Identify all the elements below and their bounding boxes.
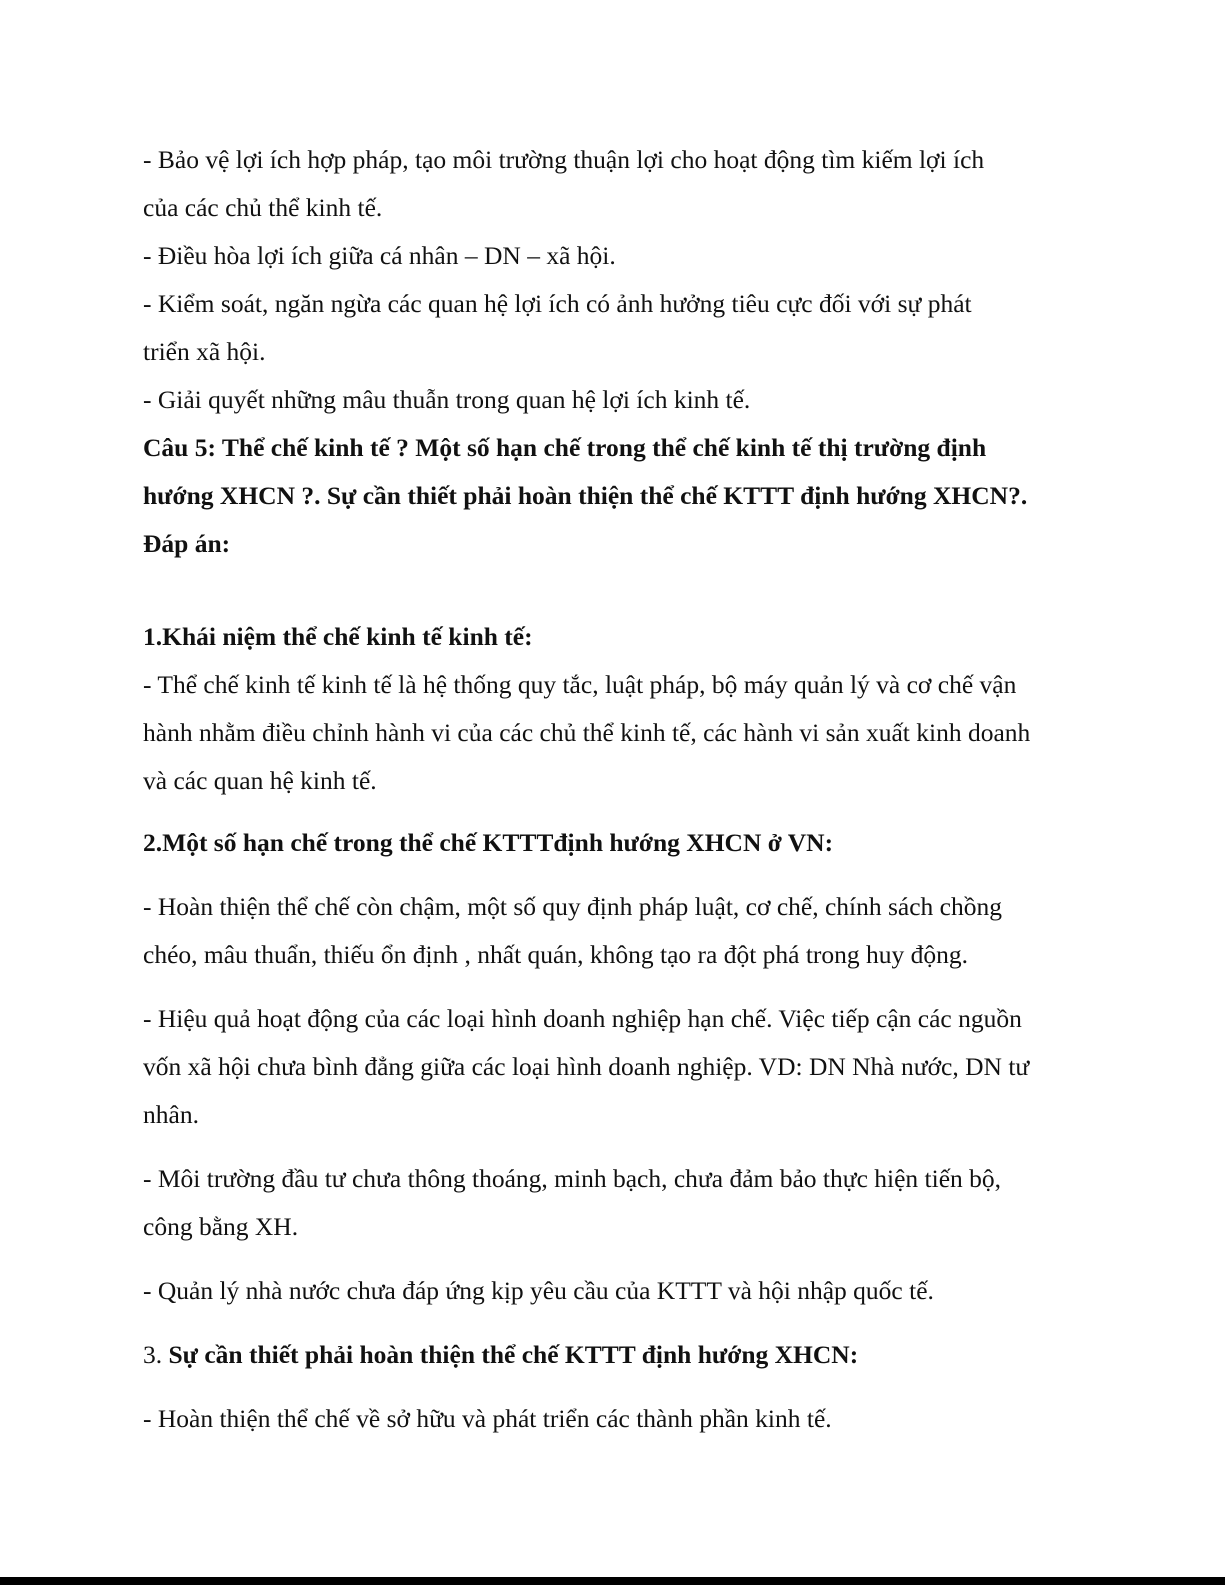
- section-3-number: 3.: [143, 1340, 169, 1369]
- section-3-para-1: - Hoàn thiện thể chế về sở hữu và phát triển các thành phần kinh tế.: [143, 1404, 832, 1433]
- question-title-line-1: Câu 5: Thể chế kinh tế ? Một số hạn chế trong thể chế kinh tế thị trường định: [143, 433, 987, 462]
- bottom-border: [0, 1577, 1225, 1585]
- section-1-line: - Thể chế kinh tế kinh tế là hệ thống quy tắc, luật pháp, bộ máy quản lý và cơ chế vận: [143, 670, 1017, 699]
- section-1-line: hành nhằm điều chỉnh hành vi của các chủ thể kinh tế, các hành vi sản xuất kinh doanh: [143, 718, 1031, 747]
- section-2-para-2-line: - Hiệu quả hoạt động của các loại hình doanh nghiệp hạn chế. Việc tiếp cận các nguồn: [143, 1004, 1022, 1033]
- body-line: của các chủ thể kinh tế.: [143, 193, 383, 222]
- body-line: - Điều hòa lợi ích giữa cá nhân – DN – xã hội.: [143, 241, 616, 270]
- section-3-heading: [143, 1331, 1088, 1379]
- body-line: triển xã hội.: [143, 337, 266, 366]
- section-1-heading: 1.Khái niệm thể chế kinh tế kinh tế:: [143, 622, 533, 651]
- section-2-para-2-line: nhân.: [143, 1100, 199, 1129]
- section-2-para-2-line: vốn xã hội chưa bình đẳng giữa các loại hình doanh nghiệp. VD: DN Nhà nước, DN tư: [143, 1052, 1030, 1081]
- section-2-para-3-line: công bằng XH.: [143, 1212, 299, 1241]
- section-2-para-1-line: chéo, mâu thuẩn, thiếu ổn định , nhất quán, không tạo ra đột phá trong huy động.: [143, 940, 969, 969]
- section-1-line: và các quan hệ kinh tế.: [143, 766, 377, 795]
- section-2-para-1-line: - Hoàn thiện thể chế còn chậm, một số quy định pháp luật, cơ chế, chính sách chồng: [143, 892, 1002, 921]
- section-3-title: Sự cần thiết phải hoàn thiện thể chế KTTT định hướng XHCN:: [168, 1340, 859, 1369]
- section-2-heading: 2.Một số hạn chế trong thể chế KTTTđịnh hướng XHCN ở VN:: [143, 828, 834, 857]
- body-line: - Giải quyết những mâu thuẫn trong quan hệ lợi ích kinh tế.: [143, 385, 751, 414]
- section-2-para-3-line: - Môi trường đầu tư chưa thông thoáng, minh bạch, chưa đảm bảo thực hiện tiến bộ,: [143, 1164, 1002, 1193]
- body-line: - Bảo vệ lợi ích hợp pháp, tạo môi trường thuận lợi cho hoạt động tìm kiếm lợi ích: [143, 145, 985, 174]
- section-2-para-4: - Quản lý nhà nước chưa đáp ứng kịp yêu cầu của KTTT và hội nhập quốc tế.: [143, 1276, 934, 1305]
- body-line: - Kiểm soát, ngăn ngừa các quan hệ lợi ích có ảnh hưởng tiêu cực đối với sự phát: [143, 289, 972, 318]
- document-body: [143, 136, 1088, 1443]
- answer-label: Đáp án:: [143, 529, 231, 558]
- question-title-line-2: hướng XHCN ?. Sự cần thiết phải hoàn thiện thể chế KTTT định hướng XHCN?.: [143, 481, 1028, 510]
